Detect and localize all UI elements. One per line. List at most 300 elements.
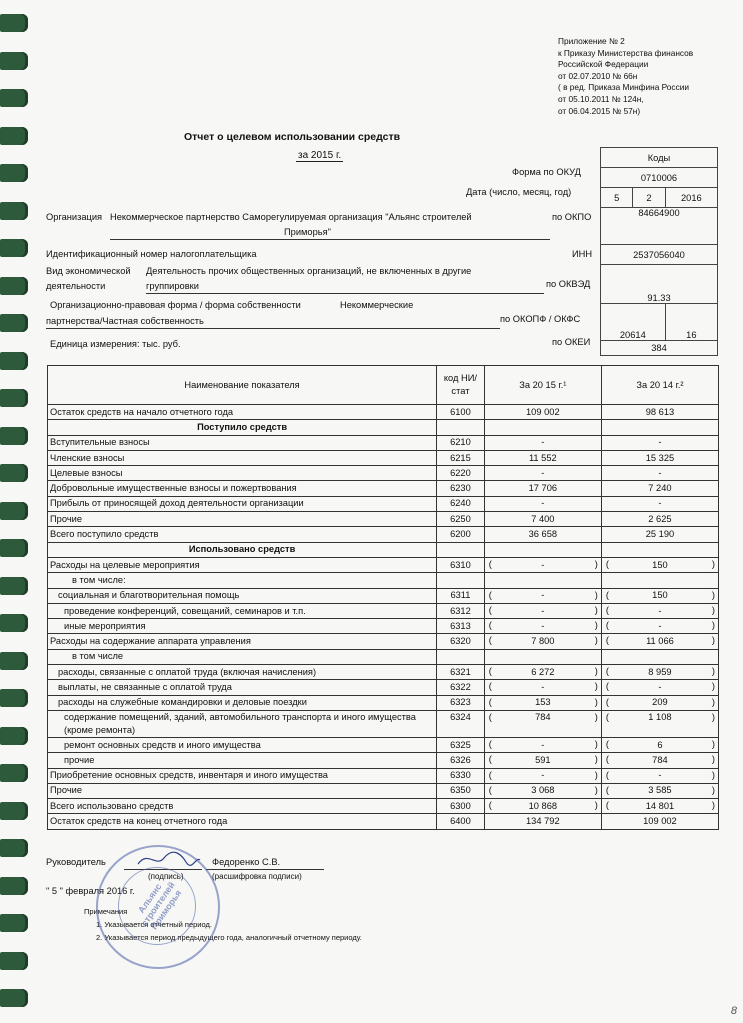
row-name: проведение конференций, совещаний, семинаров и т.п. bbox=[48, 603, 437, 618]
value-text: 15 325 bbox=[645, 452, 675, 463]
binder-rings bbox=[0, 0, 30, 1023]
activity-line2: группировки bbox=[146, 281, 199, 291]
binder-ring bbox=[0, 727, 28, 745]
head-code-line2: стат bbox=[451, 386, 470, 396]
activity-line1: Деятельность прочих общественных организаций, не включенных в другие bbox=[146, 266, 472, 276]
table-row bbox=[48, 420, 719, 435]
row-value-current bbox=[484, 753, 601, 768]
row-code: 6250 bbox=[437, 512, 485, 527]
inn-code-label: ИНН bbox=[572, 249, 593, 259]
value-text: - bbox=[658, 467, 662, 478]
row-code: 6324 bbox=[437, 710, 485, 737]
row-value-previous bbox=[601, 665, 718, 680]
head-code-line1: код НИ/ bbox=[443, 373, 477, 383]
name-line bbox=[206, 869, 324, 870]
date-month: 2 bbox=[633, 188, 665, 208]
head-current-year: За 20 15 г.¹ bbox=[484, 366, 601, 405]
binder-ring bbox=[0, 127, 28, 145]
row-value-previous bbox=[601, 695, 718, 710]
open-paren: ( bbox=[605, 589, 609, 600]
row-value-previous bbox=[601, 435, 718, 450]
value-text: - bbox=[541, 498, 545, 509]
close-paren: ) bbox=[594, 696, 598, 707]
row-value-current bbox=[484, 799, 601, 814]
row-value-current bbox=[484, 665, 601, 680]
row-name: в том числе: bbox=[48, 573, 437, 588]
value-text: 11 552 bbox=[528, 452, 557, 463]
open-paren: ( bbox=[605, 666, 609, 677]
row-value-previous bbox=[601, 405, 718, 420]
row-value-previous bbox=[601, 783, 718, 798]
binder-ring bbox=[0, 614, 28, 632]
row-code: 6323 bbox=[437, 695, 485, 710]
value-text: 3 585 bbox=[648, 785, 672, 796]
okud-code: 0710006 bbox=[601, 168, 718, 188]
row-code: 6330 bbox=[437, 768, 485, 783]
row-code bbox=[437, 649, 485, 664]
date-label: Дата (число, месяц, год) bbox=[466, 187, 572, 197]
close-paren: ) bbox=[594, 558, 598, 569]
legal-form-line1: Некоммерческие bbox=[340, 300, 414, 310]
open-paren: ( bbox=[488, 666, 492, 677]
org-underline bbox=[110, 239, 550, 240]
value-text: 6 272 bbox=[531, 666, 555, 677]
row-value-current bbox=[484, 649, 601, 664]
table-row bbox=[48, 665, 719, 680]
value-text: 11 066 bbox=[646, 636, 674, 647]
okfs-code: 16 bbox=[665, 304, 717, 341]
row-code bbox=[437, 420, 485, 435]
row-code: 6220 bbox=[437, 466, 485, 481]
value-text: - bbox=[541, 559, 545, 570]
binder-ring bbox=[0, 502, 28, 520]
close-paren: ) bbox=[711, 620, 715, 631]
value-text: 591 bbox=[535, 754, 551, 765]
row-value-current bbox=[484, 814, 601, 829]
close-paren: ) bbox=[594, 681, 598, 692]
value-text: 7 240 bbox=[648, 483, 672, 494]
row-name: прочие bbox=[48, 753, 437, 768]
value-text: 784 bbox=[535, 711, 551, 722]
codes-header: Коды bbox=[601, 148, 718, 168]
value-text: - bbox=[658, 620, 662, 631]
value-text: 10 868 bbox=[528, 800, 558, 811]
row-value-previous bbox=[601, 512, 718, 527]
table-row bbox=[48, 737, 719, 752]
row-code bbox=[437, 573, 485, 588]
head-label: Руководитель bbox=[46, 857, 106, 867]
table-row bbox=[48, 799, 719, 814]
legal-form-underline bbox=[46, 328, 500, 329]
close-paren: ) bbox=[594, 769, 598, 780]
row-code: 6312 bbox=[437, 603, 485, 618]
close-paren: ) bbox=[594, 589, 598, 600]
approval-line: от 02.07.2010 № 66н bbox=[558, 70, 638, 81]
open-paren: ( bbox=[605, 681, 609, 692]
value-text: - bbox=[541, 739, 545, 750]
row-name: иные мероприятия bbox=[48, 619, 437, 634]
row-value-previous bbox=[601, 753, 718, 768]
row-value-previous bbox=[601, 557, 718, 572]
row-value-previous bbox=[601, 466, 718, 481]
value-text: - bbox=[658, 437, 662, 448]
row-value-current bbox=[484, 768, 601, 783]
table-header-row bbox=[48, 366, 719, 405]
close-paren: ) bbox=[711, 754, 715, 765]
open-paren: ( bbox=[488, 784, 492, 795]
binder-ring bbox=[0, 277, 28, 295]
okopf-code: 20614 bbox=[601, 304, 666, 341]
close-paren: ) bbox=[711, 589, 715, 600]
date-day: 5 bbox=[601, 188, 633, 208]
activity-underline bbox=[146, 293, 544, 294]
row-value-previous bbox=[601, 737, 718, 752]
close-paren: ) bbox=[711, 558, 715, 569]
approval-block bbox=[558, 36, 693, 117]
date-year: 2016 bbox=[665, 188, 717, 208]
binder-ring bbox=[0, 239, 28, 257]
table-row bbox=[48, 603, 719, 618]
open-paren: ( bbox=[488, 604, 492, 615]
open-paren: ( bbox=[488, 696, 492, 707]
row-value-previous bbox=[601, 588, 718, 603]
value-text: - bbox=[541, 620, 545, 631]
value-text: 150 bbox=[652, 590, 668, 601]
row-name: Членские взносы bbox=[48, 450, 437, 465]
head-code bbox=[437, 366, 485, 405]
table-row bbox=[48, 814, 719, 829]
row-value-previous bbox=[601, 603, 718, 618]
row-name: Остаток средств на начало отчетного года bbox=[48, 405, 437, 420]
stamp-text: Альянс строителей Приморья bbox=[136, 880, 184, 932]
row-name: Всего использовано средств bbox=[48, 799, 437, 814]
binder-ring bbox=[0, 539, 28, 557]
close-paren: ) bbox=[594, 604, 598, 615]
open-paren: ( bbox=[605, 800, 609, 811]
row-value-current bbox=[484, 527, 601, 542]
row-value-current bbox=[484, 695, 601, 710]
row-value-current bbox=[484, 512, 601, 527]
table-row bbox=[48, 557, 719, 572]
value-text: 7 800 bbox=[531, 636, 555, 647]
row-value-current bbox=[484, 481, 601, 496]
value-text: 8 959 bbox=[648, 666, 672, 677]
row-name: ремонт основных средств и иного имущества bbox=[48, 737, 437, 752]
close-paren: ) bbox=[711, 681, 715, 692]
row-name: Прочие bbox=[48, 512, 437, 527]
table-row bbox=[48, 573, 719, 588]
row-value-current bbox=[484, 435, 601, 450]
approval-line: Российской Федерации bbox=[558, 59, 649, 70]
open-paren: ( bbox=[605, 738, 609, 749]
binder-ring bbox=[0, 89, 28, 107]
legal-form-line2: партнерства/Частная собственность bbox=[46, 316, 204, 326]
binder-ring bbox=[0, 52, 28, 70]
binder-ring bbox=[0, 202, 28, 220]
open-paren: ( bbox=[488, 754, 492, 765]
close-paren: ) bbox=[594, 754, 598, 765]
value-text: - bbox=[658, 605, 662, 616]
open-paren: ( bbox=[605, 696, 609, 707]
row-code: 6300 bbox=[437, 799, 485, 814]
value-text: 153 bbox=[535, 697, 551, 708]
row-value-current bbox=[484, 603, 601, 618]
close-paren: ) bbox=[594, 711, 598, 722]
okved-code: 91.33 bbox=[601, 265, 718, 304]
close-paren: ) bbox=[711, 711, 715, 722]
close-paren: ) bbox=[711, 604, 715, 615]
table-row bbox=[48, 619, 719, 634]
codes-box bbox=[600, 147, 718, 356]
close-paren: ) bbox=[711, 800, 715, 811]
row-name: Прочие bbox=[48, 783, 437, 798]
close-paren: ) bbox=[594, 620, 598, 631]
close-paren: ) bbox=[594, 800, 598, 811]
table-row bbox=[48, 783, 719, 798]
value-text: - bbox=[541, 437, 545, 448]
row-code: 6230 bbox=[437, 481, 485, 496]
open-paren: ( bbox=[488, 635, 492, 646]
binder-ring bbox=[0, 652, 28, 670]
open-paren: ( bbox=[488, 711, 492, 722]
close-paren: ) bbox=[594, 666, 598, 677]
value-text: - bbox=[541, 605, 545, 616]
row-name: содержание помещений, зданий, автомобильного транспорта и иного имущества (кроме ремонта) bbox=[48, 710, 437, 737]
okud-label: Форма по ОКУД bbox=[512, 167, 581, 177]
table-row bbox=[48, 527, 719, 542]
binder-ring bbox=[0, 464, 28, 482]
row-value-previous bbox=[601, 680, 718, 695]
approval-line: ( в ред. Приказа Минфина России bbox=[558, 82, 689, 93]
row-value-current bbox=[484, 450, 601, 465]
value-text: - bbox=[658, 770, 662, 781]
row-value-previous bbox=[601, 799, 718, 814]
activity-label-line2: деятельности bbox=[46, 281, 106, 291]
table-row bbox=[48, 450, 719, 465]
value-text: - bbox=[658, 498, 662, 509]
row-name: Вступительные взносы bbox=[48, 435, 437, 450]
org-name-line1: Некоммерческое партнерство Саморегулируемая организация "Альянс строителей bbox=[110, 212, 472, 222]
row-value-current bbox=[484, 542, 601, 557]
row-code: 6322 bbox=[437, 680, 485, 695]
inn-code: 2537056040 bbox=[601, 245, 718, 265]
open-paren: ( bbox=[605, 620, 609, 631]
row-code: 6311 bbox=[437, 588, 485, 603]
close-paren: ) bbox=[711, 666, 715, 677]
open-paren: ( bbox=[605, 711, 609, 722]
open-paren: ( bbox=[488, 589, 492, 600]
row-value-previous bbox=[601, 710, 718, 737]
row-code: 6100 bbox=[437, 405, 485, 420]
approval-line: Приложение № 2 bbox=[558, 36, 625, 46]
table-row bbox=[48, 435, 719, 450]
open-paren: ( bbox=[605, 604, 609, 615]
open-paren: ( bbox=[605, 558, 609, 569]
row-value-previous bbox=[601, 527, 718, 542]
row-value-previous bbox=[601, 634, 718, 649]
value-text: 150 bbox=[652, 559, 668, 570]
row-value-current bbox=[484, 496, 601, 511]
row-name: Остаток средств на конец отчетного года bbox=[48, 814, 437, 829]
row-value-current bbox=[484, 557, 601, 572]
value-text: - bbox=[541, 467, 545, 478]
name-caption: (расшифровка подписи) bbox=[212, 872, 302, 881]
close-paren: ) bbox=[711, 769, 715, 780]
row-name: Расходы на содержание аппарата управления bbox=[48, 634, 437, 649]
value-text: 2 625 bbox=[648, 513, 672, 524]
okei-code: 384 bbox=[601, 341, 718, 356]
row-name: Приобретение основных средств, инвентаря и иного имущества bbox=[48, 768, 437, 783]
binder-ring bbox=[0, 14, 28, 32]
table-row bbox=[48, 405, 719, 420]
row-value-previous bbox=[601, 450, 718, 465]
close-paren: ) bbox=[711, 696, 715, 707]
table-row bbox=[48, 481, 719, 496]
row-code: 6200 bbox=[437, 527, 485, 542]
row-name: расходы на служебные командировки и деловые поездки bbox=[48, 695, 437, 710]
open-paren: ( bbox=[605, 784, 609, 795]
note-1: 1. Указывается отчетный период. bbox=[96, 920, 212, 929]
open-paren: ( bbox=[605, 754, 609, 765]
row-code: 6325 bbox=[437, 737, 485, 752]
open-paren: ( bbox=[605, 769, 609, 780]
org-name-line2: Приморья" bbox=[284, 227, 331, 237]
report-title: Отчет о целевом использовании средств bbox=[184, 131, 401, 143]
close-paren: ) bbox=[711, 784, 715, 795]
row-code: 6321 bbox=[437, 665, 485, 680]
table-row bbox=[48, 680, 719, 695]
row-value-current bbox=[484, 680, 601, 695]
approval-line: от 05.10.2011 № 124н, bbox=[558, 93, 644, 104]
table-row bbox=[48, 649, 719, 664]
binder-ring bbox=[0, 389, 28, 407]
row-name: социальная и благотворительная помощь bbox=[48, 588, 437, 603]
notes-title: Примечания bbox=[84, 907, 128, 916]
value-text: 109 002 bbox=[526, 406, 560, 417]
binder-ring bbox=[0, 164, 28, 182]
table-row bbox=[48, 768, 719, 783]
value-text: - bbox=[541, 770, 545, 781]
binder-ring bbox=[0, 877, 28, 895]
row-value-previous bbox=[601, 542, 718, 557]
value-text: 134 792 bbox=[526, 816, 560, 827]
row-code: 6326 bbox=[437, 753, 485, 768]
row-value-current bbox=[484, 737, 601, 752]
report-period: за 2015 г. bbox=[298, 150, 342, 161]
value-text: 17 706 bbox=[528, 483, 558, 494]
table-row bbox=[48, 695, 719, 710]
row-name: расходы, связанные с оплатой труда (включая начисления) bbox=[48, 665, 437, 680]
open-paren: ( bbox=[488, 620, 492, 631]
binder-ring bbox=[0, 689, 28, 707]
row-value-previous bbox=[601, 649, 718, 664]
head-name: Наименование показателя bbox=[48, 366, 437, 405]
close-paren: ) bbox=[594, 784, 598, 795]
binder-ring bbox=[0, 314, 28, 332]
sign-caption: (подпись) bbox=[148, 872, 184, 881]
row-value-current bbox=[484, 588, 601, 603]
value-text: 36 658 bbox=[528, 529, 558, 540]
binder-ring bbox=[0, 427, 28, 445]
row-name: Поступило средств bbox=[48, 420, 437, 435]
binder-ring bbox=[0, 802, 28, 820]
row-code: 6313 bbox=[437, 619, 485, 634]
row-name: Расходы на целевые мероприятия bbox=[48, 557, 437, 572]
close-paren: ) bbox=[594, 738, 598, 749]
row-name: выплаты, не связанные с оплатой труда bbox=[48, 680, 437, 695]
binder-ring bbox=[0, 352, 28, 370]
row-value-current bbox=[484, 573, 601, 588]
binder-ring bbox=[0, 577, 28, 595]
okei-label: по ОКЕИ bbox=[552, 337, 591, 347]
close-paren: ) bbox=[711, 635, 715, 646]
okved-label: по ОКВЭД bbox=[546, 279, 591, 289]
open-paren: ( bbox=[488, 769, 492, 780]
value-text: - bbox=[541, 681, 545, 692]
row-name: в том числе bbox=[48, 649, 437, 664]
value-text: 25 190 bbox=[645, 529, 675, 540]
value-text: 1 108 bbox=[648, 711, 672, 722]
close-paren: ) bbox=[594, 635, 598, 646]
document-page bbox=[34, 0, 734, 1023]
legal-form-label: Организационно-правовая форма / форма собственности bbox=[50, 300, 301, 310]
open-paren: ( bbox=[605, 635, 609, 646]
value-text: 6 bbox=[657, 739, 663, 750]
open-paren: ( bbox=[488, 738, 492, 749]
value-text: 209 bbox=[652, 697, 668, 708]
binder-ring bbox=[0, 914, 28, 932]
signature-date: " 5 " февраля 2016 г. bbox=[46, 886, 135, 896]
table-row bbox=[48, 466, 719, 481]
table-row bbox=[48, 512, 719, 527]
organization-stamp bbox=[96, 845, 220, 969]
row-value-previous bbox=[601, 619, 718, 634]
row-value-current bbox=[484, 405, 601, 420]
row-value-previous bbox=[601, 481, 718, 496]
approval-line: к Приказу Министерства финансов bbox=[558, 47, 694, 58]
table-row bbox=[48, 634, 719, 649]
value-text: 7 400 bbox=[531, 513, 555, 524]
open-paren: ( bbox=[488, 681, 492, 692]
table-row bbox=[48, 753, 719, 768]
okpo-code: 84664900 bbox=[601, 208, 718, 245]
value-text: 109 002 bbox=[643, 816, 677, 827]
binder-ring bbox=[0, 839, 28, 857]
open-paren: ( bbox=[488, 800, 492, 811]
table-row bbox=[48, 710, 719, 737]
row-code: 6310 bbox=[437, 557, 485, 572]
report-table bbox=[47, 365, 719, 830]
row-code: 6210 bbox=[437, 435, 485, 450]
binder-ring bbox=[0, 764, 28, 782]
row-code: 6320 bbox=[437, 634, 485, 649]
row-value-previous bbox=[601, 768, 718, 783]
row-name: Целевые взносы bbox=[48, 466, 437, 481]
value-text: - bbox=[541, 590, 545, 601]
note-2: 2. Указывается период предыдущего года, аналогичный отчетному периоду. bbox=[96, 933, 362, 942]
row-name: Добровольные имущественные взносы и пожертвования bbox=[48, 481, 437, 496]
open-paren: ( bbox=[488, 558, 492, 569]
okpo-label: по ОКПО bbox=[552, 212, 592, 222]
value-text: - bbox=[658, 681, 662, 692]
binder-ring bbox=[0, 952, 28, 970]
row-code: 6350 bbox=[437, 783, 485, 798]
row-name: Использовано средств bbox=[48, 542, 437, 557]
table-row bbox=[48, 588, 719, 603]
row-name: Прибыль от приносящей доход деятельности организации bbox=[48, 496, 437, 511]
inn-label: Идентификационный номер налогоплательщика bbox=[46, 249, 257, 259]
page-number: 8 bbox=[730, 1005, 737, 1017]
